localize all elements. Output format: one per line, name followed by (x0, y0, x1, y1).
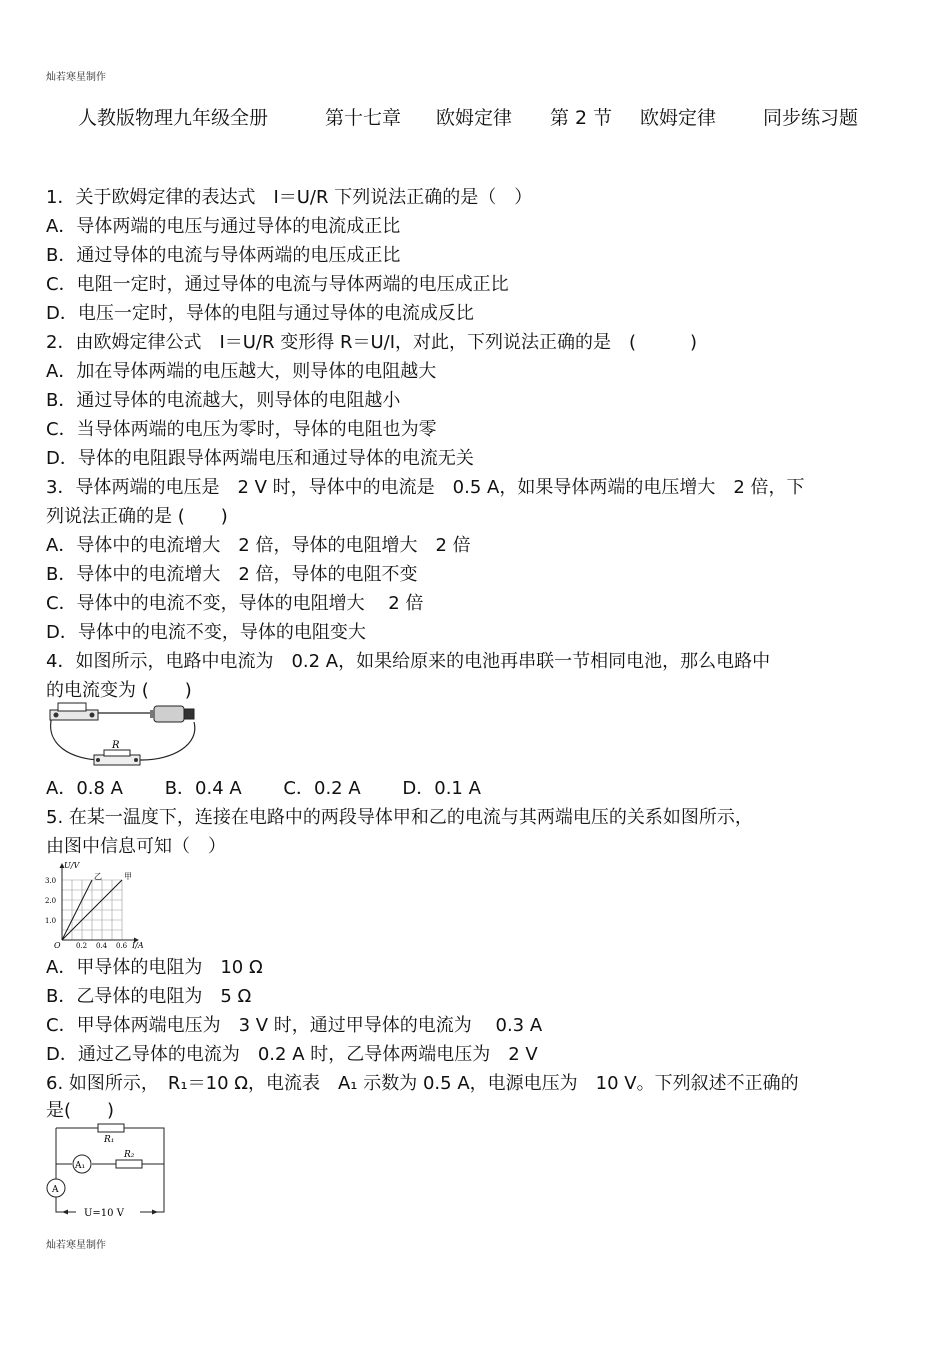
q5-option-b: B．乙导体的电阻为 5 Ω (46, 986, 252, 1007)
x-tick-label: 0.2 (76, 942, 88, 950)
q2-option-a: A．加在导体两端的电压越大，则导体的电阻越大 (46, 361, 437, 382)
q1-stem: 1．关于欧姆定律的表达式 I＝U/R 下列说法正确的是（ ） (46, 187, 533, 208)
switch-icon (50, 703, 98, 720)
x-tick-label: 0.6 (116, 942, 128, 950)
q1-option-c: C．电阻一定时，通过导体的电流与导体两端的电压成正比 (46, 274, 509, 295)
q5-option-d: D．通过乙导体的电流为 0.2 A 时，乙导体两端电压为 2 V (46, 1044, 538, 1065)
title-kind: 同步练习题 (763, 107, 859, 129)
q5-option-a: A．甲导体的电阻为 10 Ω (46, 957, 263, 978)
q6-a1-label: A₁ (75, 1161, 86, 1171)
title-section: 第 2 节 (550, 107, 613, 129)
resistor-r1-icon (98, 1124, 124, 1132)
q5-ui-chart (42, 860, 154, 952)
resistor-icon (94, 750, 140, 765)
y-tick-label: 3.0 (45, 877, 57, 885)
chart-ylabel: U/V (64, 861, 80, 870)
q4-resistor-label: R (112, 740, 120, 751)
arrow-right-icon (152, 1210, 158, 1215)
q4-circuit-figure (42, 700, 202, 772)
title-book: 人教版物理九年级全册 (78, 107, 269, 129)
q2-option-b: B．通过导体的电流越大，则导体的电阻越小 (46, 390, 401, 411)
q3-stem-line1: 3．导体两端的电压是 2 V 时，导体中的电流是 0.5 A，如果导体两端的电压增大 2 倍，下 (46, 477, 805, 498)
q6-a-label: A (52, 1185, 59, 1195)
q5-stem-line2: 由图中信息可知（ ） (46, 836, 226, 857)
title-chapter: 第十七章 (325, 107, 402, 129)
q3-option-b: B．导体中的电流增大 2 倍，导体的电阻不变 (46, 564, 418, 585)
header-maker: 灿若寒星制作 (46, 72, 106, 83)
q4-options: A．0.8 A B．0.4 A C．0.2 A D．0.1 A (46, 778, 481, 799)
q3-option-a: A．导体中的电流增大 2 倍，导体的电阻增大 2 倍 (46, 535, 471, 556)
q6-voltage-label: U=10 V (84, 1208, 124, 1219)
title-section-name: 欧姆定律 (640, 107, 717, 129)
title-chapter-name: 欧姆定律 (436, 107, 513, 129)
q3-option-d: D．导体中的电流不变，导体的电阻变大 (46, 622, 366, 643)
q6-stem-line1: 6. 如图所示， R₁＝10 Ω，电流表 A₁ 示数为 0.5 A，电源电压为 10 V。下列叙述不正确的 (46, 1073, 799, 1094)
q2-option-d: D．导体的电阻跟导体两端电压和通过导体的电流无关 (46, 448, 474, 469)
q6-r2-label: R₂ (124, 1150, 135, 1160)
chart-xlabel: I/A (132, 941, 144, 950)
q4-stem-line1: 4．如图所示，电路中电流为 0.2 A，如果给原来的电池再串联一节相同电池，那么电路中 (46, 651, 771, 672)
y-tick-label: 2.0 (45, 897, 57, 905)
q3-stem-line2: 列说法正确的是 ( ) (46, 506, 228, 527)
series-label: 乙 (94, 872, 102, 881)
q6-circuit-figure (40, 1120, 170, 1222)
series-label: 甲 (124, 872, 132, 881)
q6-r1-label: R₁ (104, 1135, 115, 1145)
q5-stem-line1: 5. 在某一温度下，连接在电路中的两段导体甲和乙的电流与其两端电压的关系如图所示， (46, 807, 753, 828)
arrow-left-icon (62, 1210, 68, 1215)
chart-labels (45, 877, 128, 950)
resistor-r2-icon (116, 1160, 142, 1168)
q1-option-a: A．导体两端的电压与通过导体的电流成正比 (46, 216, 401, 237)
q5-option-c: C．甲导体两端电压为 3 V 时，通过甲导体的电流为 0.3 A (46, 1015, 543, 1036)
q1-option-b: B．通过导体的电流与导体两端的电压成正比 (46, 245, 401, 266)
y-tick-label: 1.0 (45, 917, 57, 925)
battery-icon (150, 706, 194, 722)
q1-option-d: D．电压一定时，导体的电阻与通过导体的电流成反比 (46, 303, 474, 324)
footer-maker: 灿若寒星制作 (46, 1240, 106, 1251)
q6-stem-line2: 是( ) (46, 1100, 115, 1121)
q4-stem-line2: 的电流变为 ( ) (46, 680, 192, 701)
q2-option-c: C．当导体两端的电压为零时，导体的电阻也为零 (46, 419, 437, 440)
x-tick-label: 0.4 (96, 942, 108, 950)
q3-option-c: C．导体中的电流不变，导体的电阻增大 2 倍 (46, 593, 424, 614)
q2-stem: 2．由欧姆定律公式 I＝U/R 变形得 R＝U/I，对此，下列说法正确的是 ( ) (46, 332, 698, 353)
chart-origin: O (54, 941, 61, 950)
